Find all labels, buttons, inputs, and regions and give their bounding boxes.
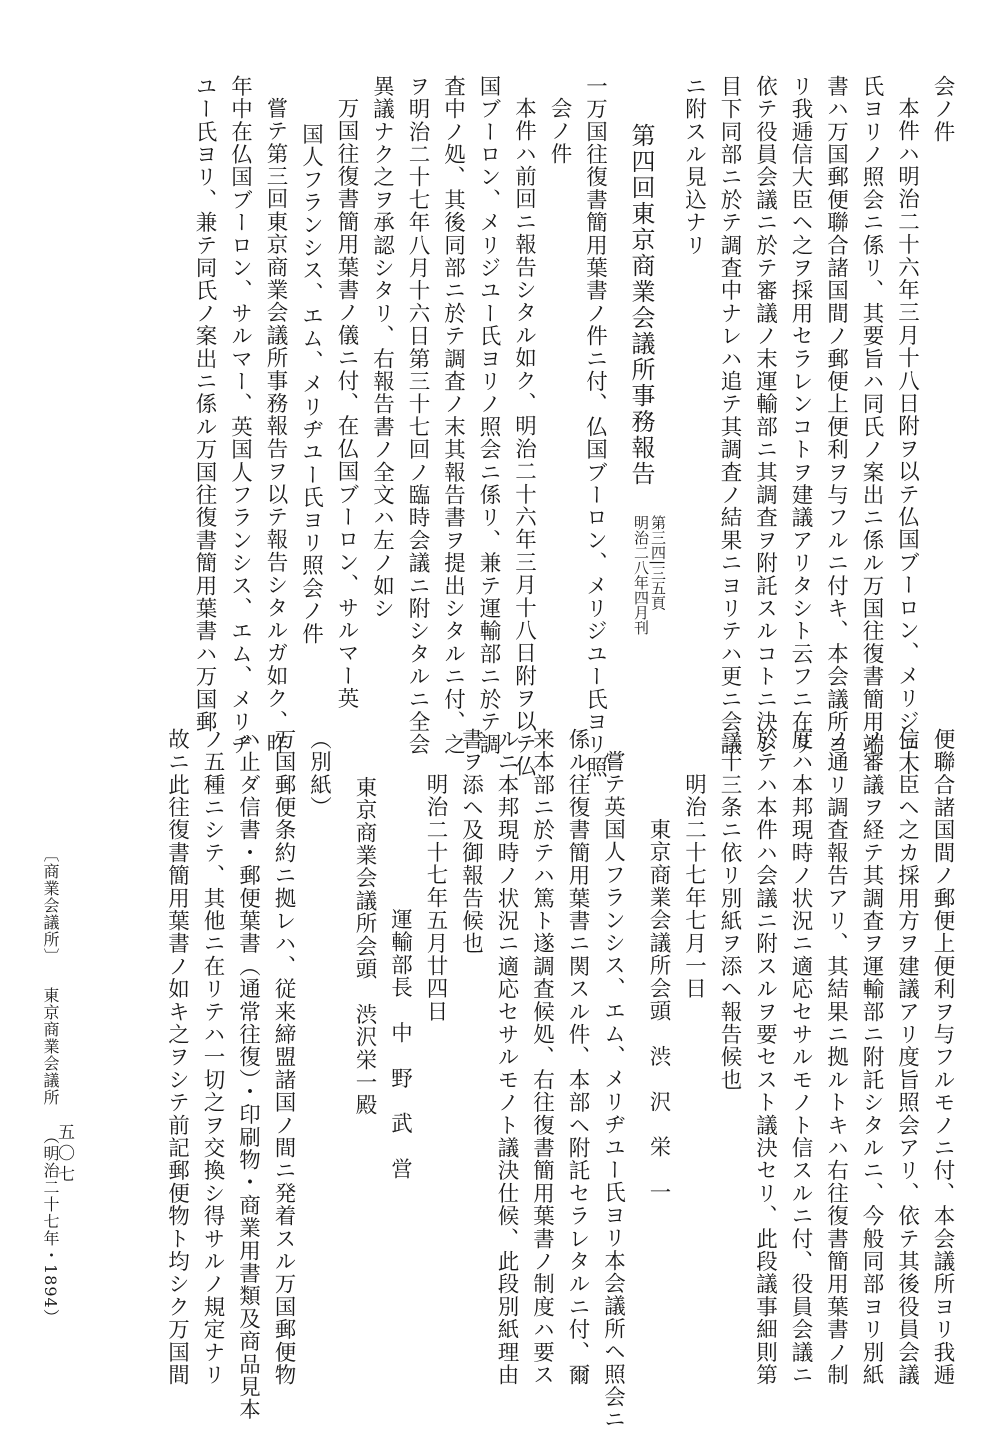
text-column: 書ハ万国郵便聯合諸国間ノ郵便上便利ヲ与フルニ付キ、本会議所ヨ <box>823 75 849 756</box>
text-column: 故ニ此往復書簡用葉書ノ如キ之ヲシテ前記郵便物ト均シク万国間 <box>164 728 190 1387</box>
text-column: 書ヲ添ヘ及御報告候也 <box>458 728 484 955</box>
text-column: ルニ本邦現時ノ状況ニ適応セサルモノト議決仕候、此段別紙理由 <box>494 728 519 1387</box>
text-column: 年中在仏国ブーロン、サルマー、英国人フランシス、エム、メリヂ <box>227 75 253 756</box>
text-column: ハ止ダ信書・郵便葉書（通常往復）・印刷物・商業用書類及商品見本 <box>235 728 261 1421</box>
subsection-title: 万国往復書簡用葉書ノ儀ニ付、在仏国ブーロン、サルマー英 <box>334 97 359 710</box>
text-column: 一万国往復書簡用葉書ノ件ニ付、仏国ブーロン、メリジユー氏ヨリ照 <box>582 75 608 779</box>
signature-line: 運輸部長 中 野 武 営 <box>387 908 413 1181</box>
text-column: 嘗テ英国人フランシス、エム、メリヂユー氏ヨリ本会議所ヘ照会ニ <box>600 750 626 1431</box>
text-column: 二十三条ニ依リ別紙ヲ添ヘ報告候也 <box>717 728 742 1092</box>
text-column: 会ノ件 <box>547 97 572 166</box>
text-column: 信大臣ヘ之カ採用方ヲ建議アリ度旨照会アリ、依テ其後役員会議 <box>894 728 920 1387</box>
text-column: ユー氏ヨリ、兼テ同氏ノ案出ニ係ル万国往復書簡用葉書ハ万国郵 <box>192 75 217 734</box>
text-column: 来本部ニ於テハ篤ト遂調査候処、右往復書簡用葉書ノ制度ハ要ス <box>529 728 555 1387</box>
text-column: 国人フランシス、エム、メリヂユー氏ヨリ照会ノ件 <box>298 123 324 646</box>
spacer <box>666 75 676 660</box>
text-column: 査中ノ処、其後同部ニ於テ調査ノ末其報告書ヲ提出シタルニ付、之 <box>440 75 466 756</box>
spacer <box>337 728 347 1353</box>
text-column: 氏ヨリノ照会ニ係リ、其要旨ハ同氏ノ案出ニ係ル万国往復書簡用端 <box>859 75 884 756</box>
text-column: 本件ハ前回ニ報告シタル如ク、明治二十六年三月十八日附ヲ以テ仏 <box>511 97 537 778</box>
bottom-half-text <box>42 728 960 1431</box>
signature-line: 東京商業会議所会頭 渋 沢 栄 一 <box>646 818 671 1204</box>
running-footer <box>40 846 60 1356</box>
text-column: 本件ハ明治二十六年三月十八日附ヲ以テ仏国ブーロン、メリジユー <box>894 97 920 778</box>
text-column: リ我逓信大臣ヘ之ヲ採用セラレンコトヲ建議アリタシト云フニ在リ <box>788 75 813 756</box>
text-column: ヲ明治二十七年八月十六日第三十七回ノ臨時会議ニ附シタルニ全会 <box>405 75 430 756</box>
footer-source: 東京商業会議所 <box>41 987 60 1107</box>
text-column: 於テハ本件ハ会議ニ附スルヲ要セスト議決セリ、此段議事細則第 <box>752 728 778 1387</box>
text-column: ノ審議ヲ経テ其調査ヲ運輸部ニ附託シタルニ、今般同部ヨリ別紙 <box>859 728 884 1387</box>
section-heading <box>623 75 667 660</box>
text-column: 国ブーロン、メリジユー氏ヨリノ照会ニ係リ、兼テ運輸部ニ於テ調 <box>476 75 501 756</box>
heading-title: 第四回東京商業会議所事務報告 <box>627 123 655 487</box>
text-column: 係ル往復書簡用葉書ニ関スル件、本部ヘ附託セラレタルニ付、爾 <box>565 728 590 1387</box>
text-column: ニ附スル見込ナリ <box>681 75 707 257</box>
text-column: 異議ナク之ヲ承認シタリ、右報告書ノ全文ハ左ノ如シ <box>369 75 395 620</box>
text-column: 便聯合諸国間ノ郵便上便利ヲ与フルモノニ付、本会議所ヨリ我逓 <box>930 728 955 1387</box>
spacer <box>631 728 641 1353</box>
attachment-label: （別紙） <box>306 728 332 819</box>
footer-year: （明治二十七年・1894） <box>41 1128 60 1326</box>
text-column: 万国郵便条約ニ拠レハ、従来締盟諸国ノ間ニ発着スル万国郵便物 <box>271 728 296 1387</box>
text-column: ノ通リ調査報告アリ、其結果ニ拠ルトキハ右往復書簡用葉書ノ制 <box>823 728 849 1387</box>
date-line: 明治二十七年七月一日 <box>681 773 707 1000</box>
footer-category: 〔商業会議所〕 <box>41 846 60 965</box>
pub-pages: 第三四|三五頁 <box>649 514 667 610</box>
text-column: 嘗テ第三回東京商業会議所事務報告ヲ以テ報告シタルガ如ク、昨 <box>263 97 288 756</box>
spacer <box>613 75 623 660</box>
text-column: 度ハ本邦現時ノ状況ニ適応セサルモノト信スルニ付、役員会議ニ <box>788 728 813 1387</box>
date-line: 明治二十七年五月廿四日 <box>423 773 448 1023</box>
text-column: 目下同部ニ於テ調査中ナレハ追テ其調査ノ結果ニヨリテハ更ニ会議 <box>717 75 742 756</box>
text-column: ノ五種ニシテ、其他ニ在リテハ一切之ヲ交換シ得サルノ規定ナリ <box>200 728 225 1387</box>
text-column: 会ノ件 <box>930 75 955 144</box>
text-column: 依テ役員会議ニ於テ審議ノ末運輸部ニ其調査ヲ附託スルコトニ決シ <box>752 75 778 756</box>
publication-info <box>632 515 666 635</box>
page-number: 五〇七 <box>54 1123 74 1186</box>
addressee-line: 東京商業会議所会頭 渋沢栄一殿 <box>352 776 377 1117</box>
pub-date: 明治二八年四月刊 <box>632 514 650 635</box>
